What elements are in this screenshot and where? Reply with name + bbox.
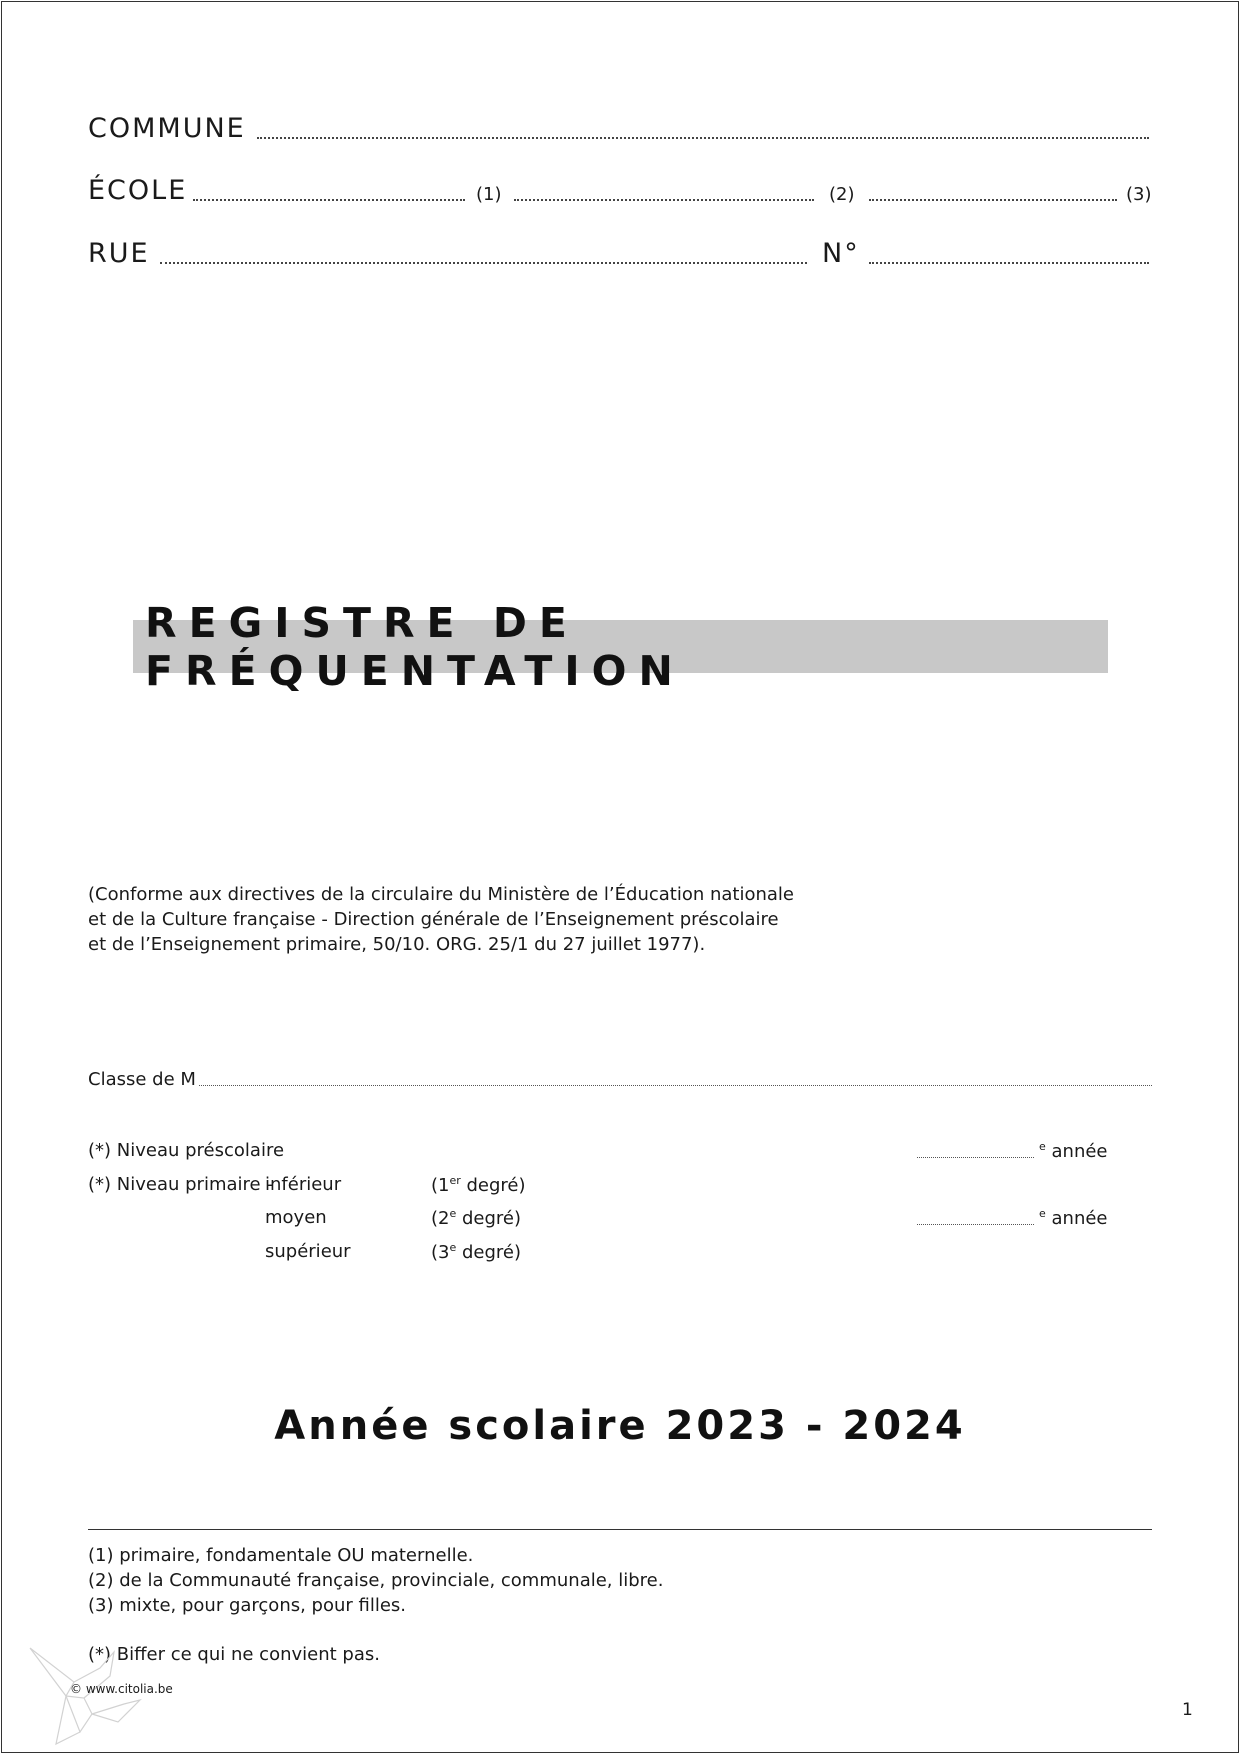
copyright: © www.citolia.be	[70, 1682, 173, 1696]
page-title: REGISTRE DE FRÉQUENTATION	[145, 598, 685, 695]
ecole-field-3[interactable]	[869, 199, 1117, 201]
numero-field[interactable]	[869, 262, 1149, 264]
classe-field[interactable]	[199, 1085, 1152, 1086]
degre-word: degré)	[460, 1175, 526, 1196]
annee-sup: e	[1039, 1140, 1046, 1153]
annee-word: année	[1051, 1208, 1108, 1229]
footnote: (2) de la Communauté française, provinciale, communale, libre.	[88, 1570, 664, 1591]
annee-label-1	[1039, 1140, 1108, 1162]
degre-word: degré)	[456, 1242, 522, 1263]
numero-label: N°	[822, 238, 860, 269]
annee-word: année	[1051, 1141, 1108, 1162]
conformity-line: (Conforme aux directives de la circulaire du Ministère de l’Éducation nationale	[88, 884, 794, 905]
degre-sup: e	[449, 1207, 457, 1220]
classe-label: Classe de M	[88, 1069, 196, 1090]
annee-field-1[interactable]	[917, 1157, 1034, 1158]
annee-label-2	[1039, 1207, 1108, 1229]
level-superieur: supérieur	[265, 1241, 351, 1262]
footnotes	[88, 1543, 663, 1618]
level-inferieur: inférieur	[265, 1174, 342, 1195]
level-prescolaire: (*) Niveau préscolaire	[88, 1140, 285, 1161]
degre-1	[431, 1174, 526, 1196]
title-banner	[133, 598, 1108, 695]
degre-num: (2	[431, 1208, 450, 1229]
rue-field[interactable]	[160, 262, 807, 264]
degre-2	[431, 1207, 521, 1229]
footnote-divider	[88, 1529, 1152, 1530]
degre-3	[431, 1241, 521, 1263]
conformity-note	[88, 882, 794, 957]
annee-field-2[interactable]	[917, 1224, 1034, 1225]
commune-label: COMMUNE	[88, 113, 246, 144]
school-year: Année scolaire 2023 - 2024	[274, 1403, 966, 1449]
ecole-ref-3: (3)	[1126, 184, 1152, 205]
commune-field[interactable]	[257, 137, 1149, 139]
rue-label: RUE	[88, 238, 150, 269]
ecole-field-1[interactable]	[193, 199, 465, 201]
footnote: (3) mixte, pour garçons, pour filles.	[88, 1595, 407, 1616]
strike-note: (*) Biffer ce qui ne convient pas.	[88, 1644, 380, 1665]
level-primaire: (*) Niveau primaire -	[88, 1174, 273, 1195]
degre-num: (3	[431, 1242, 450, 1263]
degre-num: (1	[431, 1175, 450, 1196]
level-moyen: moyen	[265, 1207, 327, 1228]
footnote: (1) primaire, fondamentale OU maternelle.	[88, 1545, 474, 1566]
conformity-line: et de l’Enseignement primaire, 50/10. ORG. 25/1 du 27 juillet 1977).	[88, 934, 706, 955]
conformity-line: et de la Culture française - Direction générale de l’Enseignement préscolaire	[88, 909, 779, 930]
page-number: 1	[1182, 1700, 1193, 1720]
ecole-ref-1: (1)	[476, 184, 502, 205]
ecole-label: ÉCOLE	[88, 175, 188, 206]
ecole-ref-2: (2)	[829, 184, 855, 205]
ecole-field-2[interactable]	[514, 199, 814, 201]
degre-sup: er	[449, 1174, 461, 1187]
degre-word: degré)	[456, 1208, 522, 1229]
degre-sup: e	[449, 1241, 457, 1254]
annee-sup: e	[1039, 1207, 1046, 1220]
